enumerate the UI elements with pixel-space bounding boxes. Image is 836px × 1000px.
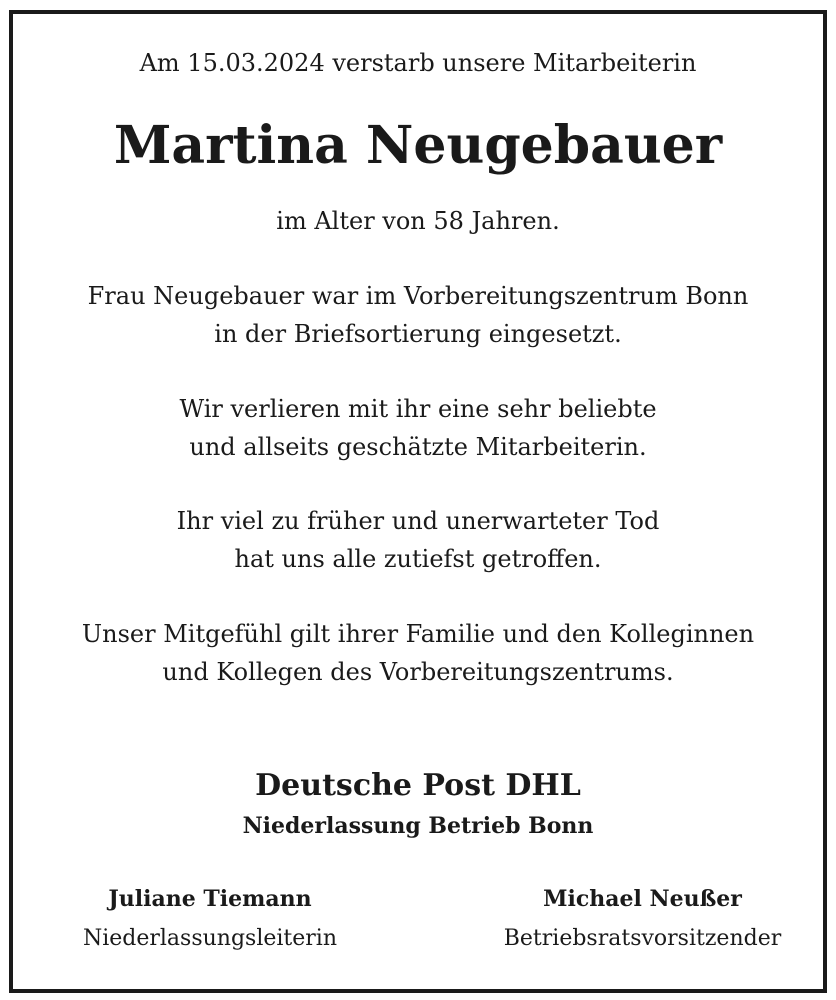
deceased-name: Martina Neugebauer — [113, 115, 723, 176]
paragraph-line: Wir verlieren mit ihr eine sehr beliebte — [179, 395, 657, 423]
paragraph-line: Ihr viel zu früher und unerwarteter Tod — [176, 507, 660, 535]
paragraph-workplace — [0, 277, 836, 353]
age-text: im Alter von 58 Jahren. — [276, 207, 560, 235]
intro-text: Am 15.03.2024 verstarb unsere Mitarbeiterin — [139, 49, 697, 77]
paragraph-line: Unser Mitgefühl gilt ihrer Familie und den Kolleginnen — [81, 620, 755, 648]
signatory-role: Niederlassungsleiterin — [82, 926, 338, 951]
paragraph-line: und allseits geschätzte Mitarbeiterin. — [189, 433, 647, 461]
signatory-name: Juliane Tiemann — [108, 886, 312, 912]
paragraph-line: und Kollegen des Vorbereitungszentrums. — [162, 658, 674, 686]
paragraph-line: Frau Neugebauer war im Vorbereitungszentrum Bonn — [87, 282, 749, 310]
signatory-right — [470, 883, 815, 955]
paragraph-line: in der Briefsortierung eingesetzt. — [214, 320, 622, 348]
organization-branch: Niederlassung Betrieb Bonn — [242, 813, 594, 839]
paragraph-grief — [0, 502, 836, 578]
organization-name: Deutsche Post DHL — [255, 768, 581, 803]
signatory-role: Betriebsratsvorsitzender — [503, 926, 782, 951]
signatory-left — [40, 883, 380, 955]
paragraph-line: hat uns alle zutiefst getroffen. — [234, 545, 602, 573]
paragraph-condolence — [0, 615, 836, 691]
paragraph-loss — [0, 390, 836, 466]
signatory-name: Michael Neußer — [543, 886, 742, 912]
